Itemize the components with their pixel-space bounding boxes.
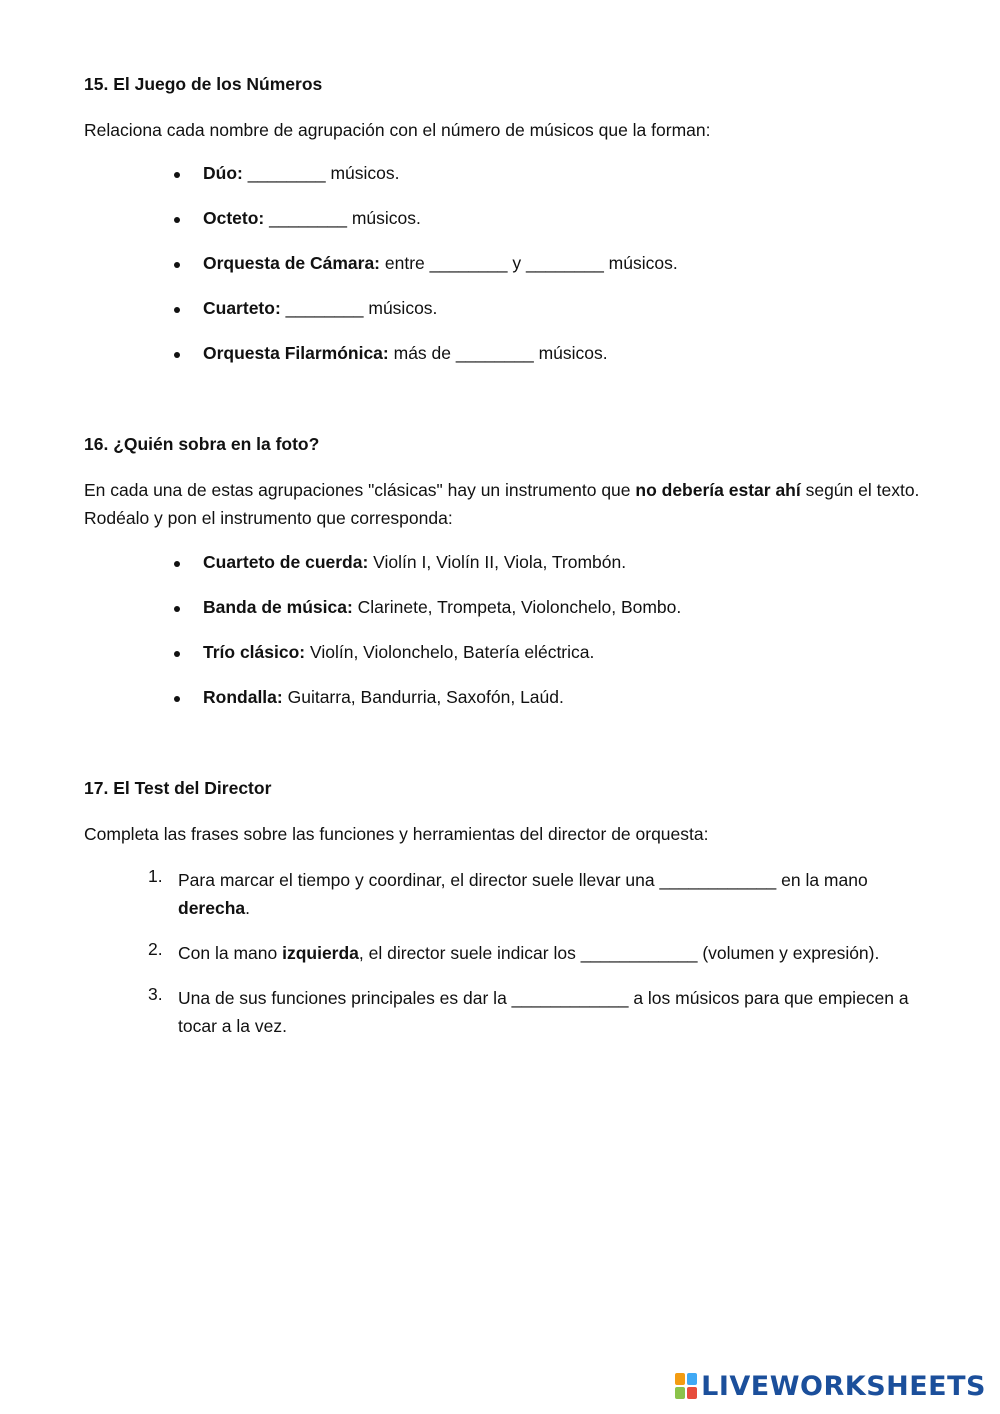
bullet-icon [174,561,180,567]
bullet-icon [174,307,180,313]
bullet-icon [174,172,180,178]
bullet-icon [174,696,180,702]
bullet-icon [174,262,180,268]
logo-text: LIVEWORKSHEETS [701,1370,986,1402]
section-16-title: 16. ¿Quién sobra en la foto? [84,434,320,454]
logo-square [687,1373,697,1385]
section-16-intro: En cada una de estas agrupaciones "clásicas" hay un instrumento que no debería estar ahí según el texto. Rodéalo y pon el instrumento que corresponda: [84,480,920,528]
section-15-intro: Relaciona cada nombre de agrupación con el número de músicos que la forman: [84,120,711,140]
logo-mark-icon [675,1373,697,1399]
bullet-icon [174,606,180,612]
section-17-title: 17. El Test del Director [84,778,272,798]
liveworksheets-logo [675,1368,986,1404]
bullet-icon [174,651,180,657]
logo-square [675,1387,685,1399]
logo-square [687,1387,697,1399]
section-15-title: 15. El Juego de los Números [84,74,323,94]
logo-square [675,1373,685,1385]
section-17-intro: Completa las frases sobre las funciones y herramientas del director de orquesta: [84,824,709,844]
bullet-icon [174,352,180,358]
bullet-icon [174,217,180,223]
